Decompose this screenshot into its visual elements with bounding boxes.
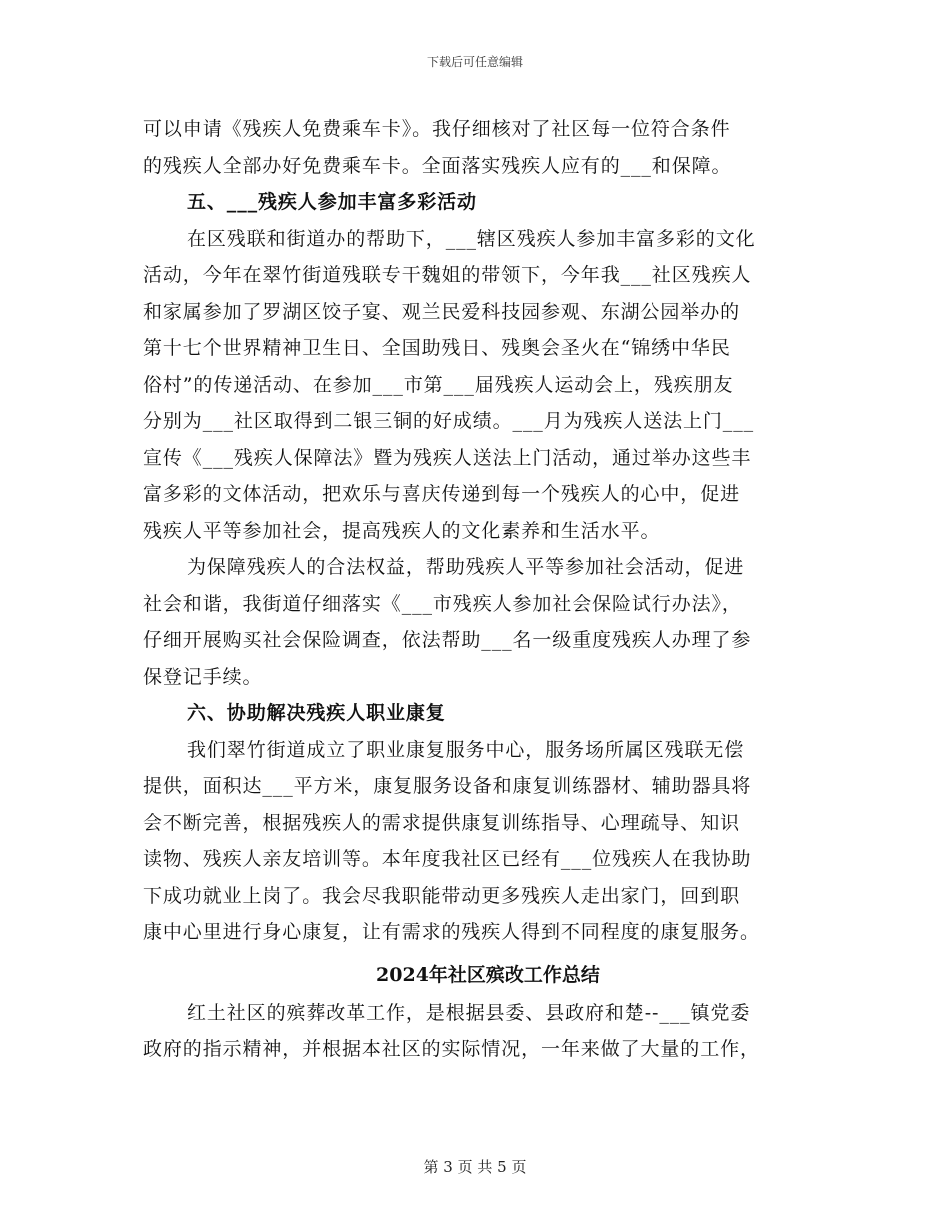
paragraph-line: 活动，今年在翠竹街道残联专干魏姐的带领下，今年我___社区残疾人 [143, 264, 752, 286]
paragraph-line: 会不断完善，根据残疾人的需求提供康复训练指导、心理疏导、知识 [143, 811, 741, 834]
page-header: 下载后可任意编辑 [426, 55, 523, 69]
paragraph-line: 红土社区的殡葬改革工作，是根据县委、县政府和楚--___镇党委 [187, 1001, 751, 1024]
paragraph-line: 社会和谐，我街道仔细落实《___市残疾人参加社会保险试行办法》， [143, 592, 742, 615]
paragraph-line: 俗村”的传递活动、在参加___市第___届残疾人运动会上，残疾朋友 [143, 373, 734, 396]
paragraph-line: 残疾人平等参加社会，提高残疾人的文化素养和生活水平。 [143, 519, 661, 542]
paragraph-line: 为保障残疾人的合法权益，帮助残疾人平等参加社会活动，促进 [187, 556, 745, 578]
paragraph-line: 我们翠竹街道成立了职业康复服务中心，服务场所属区残联无偿 [187, 738, 745, 761]
paragraph-line: 在区残联和街道办的帮助下，___辖区残疾人参加丰富多彩的文化 [187, 227, 756, 250]
paragraph-line: 分别为___社区取得到二银三铜的好成绩。___月为残疾人送法上门___ [143, 410, 755, 432]
paragraph-line: 宣传《___残疾人保障法》暨为残疾人送法上门活动，通过举办这些丰 [143, 446, 752, 469]
section-heading: 五、___残疾人参加丰富多彩活动 [187, 191, 477, 213]
paragraph-line: 仔细开展购买社会保险调查，依法帮助___名一级重度残疾人办理了参 [143, 629, 752, 651]
paragraph-line: 保登记手续。 [143, 665, 263, 688]
paragraph-line: 提供，面积达___平方米，康复服务设备和康复训练器材、辅助器具将 [143, 775, 752, 797]
paragraph-line: 富多彩的文体活动，把欢乐与喜庆传递到每一个残疾人的心中，促进 [143, 483, 741, 505]
document-body [143, 111, 833, 1068]
paragraph-line: 和家属参加了罗湖区饺子宴、观兰民爱科技园参观、东湖公园举办的 [143, 300, 741, 323]
section-heading: 六、协助解决残疾人职业康复 [187, 702, 446, 724]
paragraph-line: 可以申请《残疾人免费乘车卡》。我仔细核对了社区每一位符合条件 [143, 118, 731, 140]
paragraph-line: 读物、残疾人亲友培训等。本年度我社区已经有___位残疾人在我协助 [143, 848, 752, 870]
page-footer: 第 3 页 共 5 页 [423, 1158, 527, 1176]
paragraph-line: 的残疾人全部办好免费乘车卡。全面落实残疾人应有的___和保障。 [143, 154, 732, 177]
paragraph-line: 下成功就业上岗了。我会尽我职能带动更多残疾人走出家门，回到职 [143, 884, 741, 907]
paragraph-line: 政府的指示精神，并根据本社区的实际情况，一年来做了大量的工作， [143, 1038, 760, 1060]
paragraph-line: 第十七个世界精神卫生日、全国助残日、残奥会圣火在“锦绣中华民 [143, 337, 731, 359]
paragraph-line: 康中心里进行身心康复，让有需求的残疾人得到不同程度的康复服务。 [143, 921, 760, 943]
document-title: 2024年社区殡改工作总结 [376, 963, 600, 986]
